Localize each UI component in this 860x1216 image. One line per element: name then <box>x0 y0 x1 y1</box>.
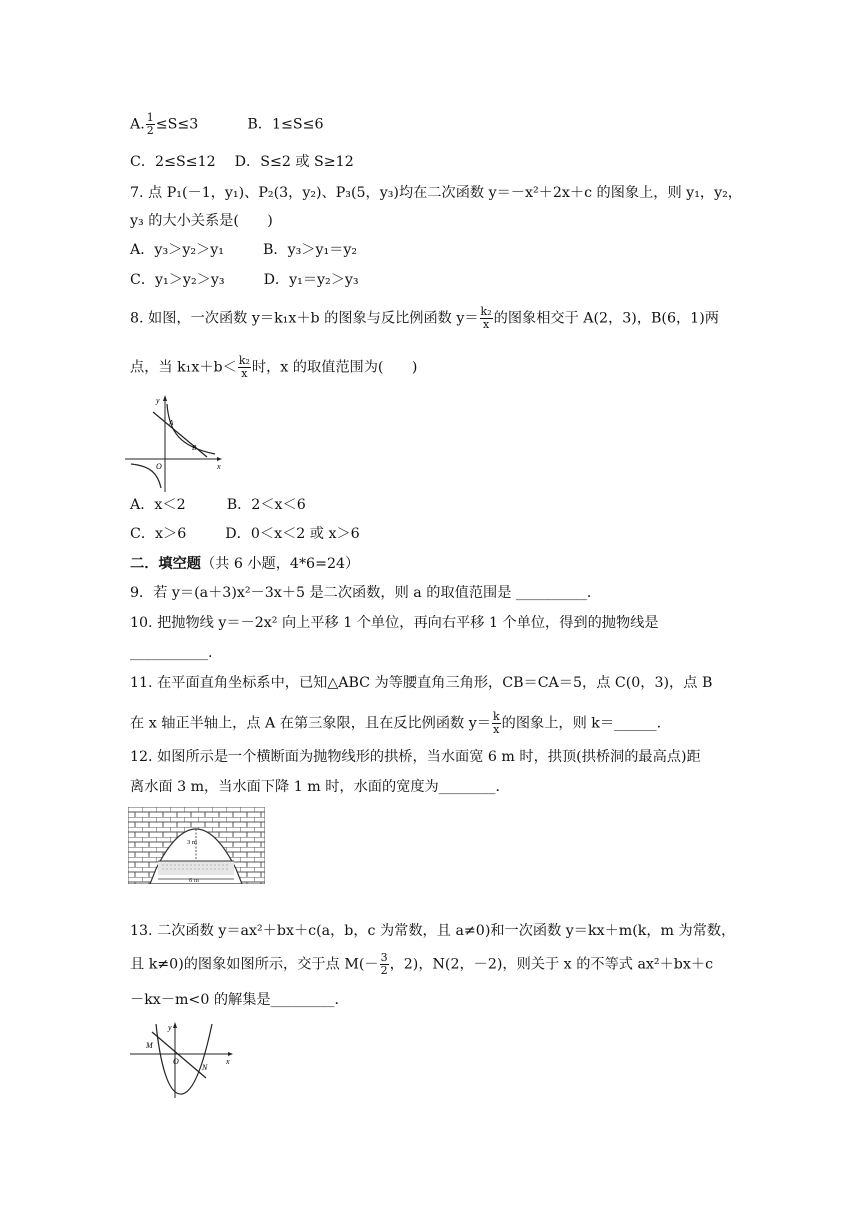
fraction-numerator: 3 <box>380 951 388 964</box>
fraction-denominator: x <box>241 367 248 380</box>
q13-stem-line1: 13. 二次函数 y＝ax²＋bx＋c(a，b，c 为常数，且 a≠0)和一次函数 y＝kx＋m(k，m 为常数， <box>130 923 736 939</box>
q13-stem-line2 <box>130 952 713 977</box>
point-n-label: N <box>202 1063 208 1072</box>
origin-label: O <box>156 462 162 471</box>
q7-stem-line1: 7. 点 P₁(－1，y₁)、P₂(3，y₂)、P₃(5，y₃)均在二次函数 y＝－x²＋2x＋c 的图象上，则 y₁，y₂， <box>130 185 742 201</box>
q7-stem-line2: y₃ 的大小关系是( ) <box>130 213 273 229</box>
q9-stem: 9．若 y＝(a＋3)x²－3x＋5 是二次函数，则 a 的取值范围是 __________． <box>130 585 602 601</box>
q13-text-part: 且 k≠0)的图象如图所示，交于点 M(－ <box>130 956 379 973</box>
q6-option-c: C．2≤S≤12 <box>130 154 216 170</box>
q8-option-d: D．0＜x＜2 或 x＞6 <box>225 526 360 542</box>
q12-stem-line1: 12. 如图所示是一个横断面为抛物线形的拱桥，当水面宽 6 m 时，拱顶(拱桥洞的最高点)距 <box>130 749 701 765</box>
fraction-numerator: k <box>492 710 500 723</box>
q8-option-b: B．2＜x＜6 <box>226 497 306 513</box>
q8-options-ab <box>130 495 306 515</box>
x-axis-arrow <box>228 1052 233 1056</box>
q12-arch-bridge-figure <box>128 807 265 884</box>
fraction-numerator: k₂ <box>238 354 250 367</box>
q8-text-part: 8. 如图，一次函数 y＝k₁x＋b 的图象与反比例函数 y＝ <box>130 310 479 327</box>
q7-option-d: D．y₁＝y₂＞y₃ <box>263 272 359 288</box>
q10-stem-line2: ___________. <box>130 645 213 661</box>
q6-option-d: D．S≤2 或 S≥12 <box>234 154 354 170</box>
q12-stem-line2: 离水面 3 m，当水面下降 1 m 时，水面的宽度为________． <box>130 779 510 795</box>
q8-text-part: 点，当 k₁x＋b＜ <box>130 359 237 376</box>
section-2-heading <box>130 554 359 574</box>
q7-option-a: A．y₃＞y₂＞y₁ <box>130 242 224 258</box>
q6-options-ab <box>130 112 324 137</box>
linear-function-line <box>153 412 207 457</box>
q13-text-part: ，2)，N(2，－2)，则关于 x 的不等式 ax²＋bx＋c <box>389 956 714 973</box>
q11-text-part: 的图象上，则 k＝______. <box>501 715 662 732</box>
q8-stem-line1 <box>130 306 719 331</box>
water-area <box>158 861 234 875</box>
fraction-numerator: k₂ <box>480 305 492 318</box>
q7-option-b: B．y₃＞y₁＝y₂ <box>262 242 358 258</box>
fraction-denominator: x <box>482 318 490 331</box>
q6-options-cd <box>130 152 354 172</box>
q8-options-cd <box>130 524 360 544</box>
y-axis-arrow <box>163 395 167 401</box>
fraction-numerator: 1 <box>146 111 154 124</box>
q7-option-c: C．y₁＞y₂＞y₃ <box>130 272 225 288</box>
section-2-title: 二．填空题 <box>130 556 201 572</box>
x-axis-arrow <box>217 457 222 461</box>
q7-options-ab <box>130 240 357 260</box>
q7-options-cd <box>130 270 359 290</box>
q13-graph-figure <box>128 1022 238 1098</box>
q11-stem-line1: 11. 在平面直角坐标系中，已知△ABC 为等腰直角三角形，CB＝CA＝5，点 C(0，3)，点 B <box>130 675 713 691</box>
origin-label: O <box>173 1057 179 1066</box>
q8-text-part: 的图象相交于 A(2，3)，B(6，1)两 <box>493 310 719 327</box>
q6-option-b: B．1≤S≤6 <box>247 116 324 133</box>
height-label: 3 m <box>187 839 197 846</box>
q11-fraction-k-over-x <box>492 711 501 736</box>
q8-graph-figure <box>125 392 225 492</box>
q6-option-a-fraction <box>146 112 155 137</box>
q6-option-a-prefix: A. <box>130 116 145 133</box>
q8-fraction-k2-over-x <box>480 306 493 331</box>
q8-option-c: C．x＞6 <box>130 526 187 542</box>
q6-option-a-text: ≤S≤3 <box>155 116 199 133</box>
fraction-denominator: 2 <box>380 964 388 977</box>
q8-stem-line2 <box>130 355 417 380</box>
fraction-denominator: x <box>493 723 500 736</box>
q8-text-part: 时，x 的取值范围为( ) <box>251 359 418 376</box>
point-b-label: B <box>192 444 197 452</box>
q11-stem-line2 <box>130 711 661 736</box>
y-axis-label: y <box>168 1023 172 1032</box>
q13-fraction-3-over-2 <box>380 952 389 977</box>
q11-text-part: 在 x 轴正半轴上，点 A 在第三象限，且在反比例函数 y＝ <box>130 715 491 732</box>
width-label: 6 m <box>189 877 199 884</box>
x-axis-label: x <box>226 1057 230 1066</box>
q8-option-a: A．x＜2 <box>130 497 186 513</box>
y-axis-arrow <box>173 1022 177 1028</box>
q10-stem-line1: 10. 把抛物线 y＝－2x² 向上平移 1 个单位，再向右平移 1 个单位，得到的抛物线是 <box>130 615 659 631</box>
point-m-label: M <box>146 1041 153 1050</box>
x-axis-label: x <box>217 462 221 471</box>
q8-fraction-k2-over-x <box>238 355 251 380</box>
section-2-note: （共 6 小题，4*6=24） <box>200 556 360 572</box>
point-a-label: A <box>169 419 174 427</box>
y-axis-label: y <box>156 396 160 405</box>
q13-stem-line3: －kx－m<0 的解集是_________． <box>130 992 349 1008</box>
fraction-denominator: 2 <box>146 124 154 137</box>
